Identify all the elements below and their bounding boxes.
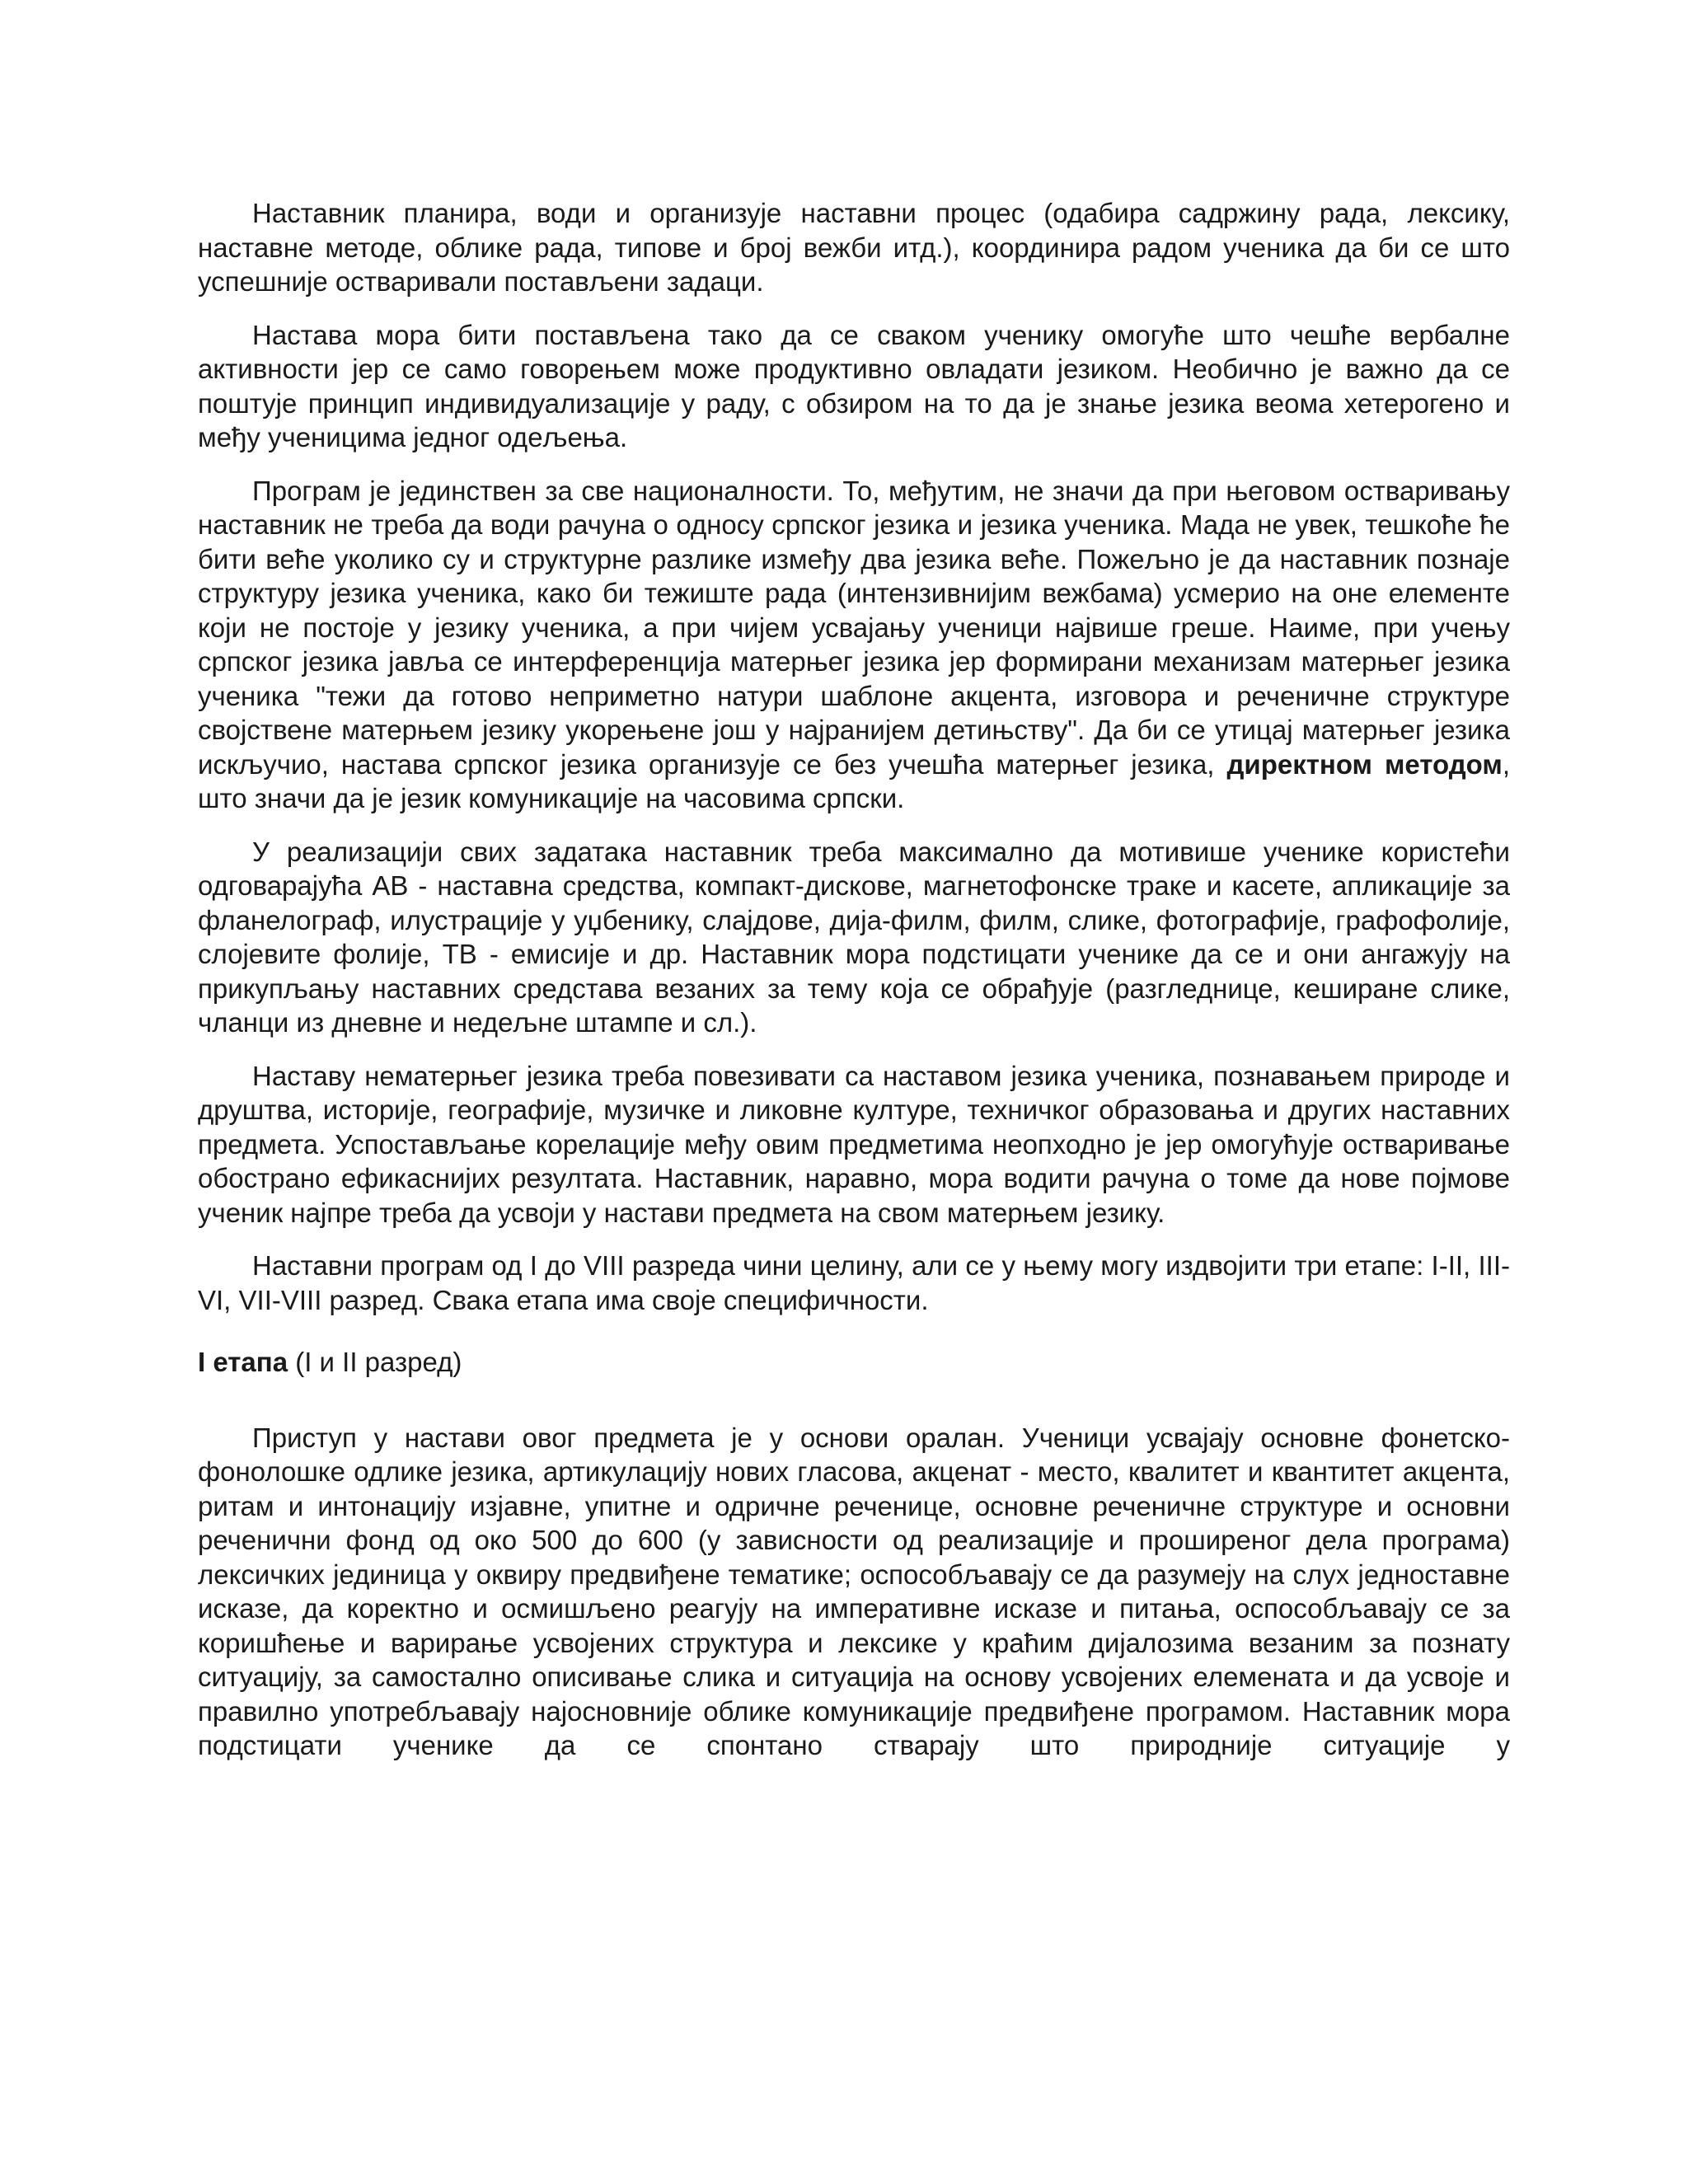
paragraph-verbal-activity [198,318,1510,455]
bold-direct-method: директном методом [1226,748,1503,780]
heading-bold: I етапа [198,1347,288,1377]
paragraph-text: , што значи да је језик комуникације на часовима српски. [198,748,1510,813]
paragraph-oral-approach [198,1421,1510,1763]
paragraph-text: Наставни програм од I до VIII разреда чини целину, али се у њему могу издвојити три етапе: I-II, III-VI, VII-VIII разред. Свака етапа има своје специфичности. [198,1250,1510,1315]
paragraph-correlation [198,1059,1510,1230]
paragraph-text: Наставу нематерњег језика треба повезивати са наставом језика ученика, познавањем природе и друштва, историје, географије, музичке и ликовне културе, техничког образовања и других наставних предмета. Успостављање корелације међу овим предметима неопходно је јер омогућује остваривање обострано ефикаснијих резултата. Наставник, наравно, мора водити рачуна о томе да нове појмове ученик најпре треба да усвоји у настави предмета на свом матерњем језику. [198,1060,1510,1228]
paragraph-program-stages [198,1249,1510,1317]
paragraph-text: Програм је јединствен за све националности. То, међутим, не значи да при његовом остваривању наставник не треба да води рачуна о односу српског језика и језика ученика. Мада не увек, тешкоће ће бити веће уколико су и структурне разлике између два језика веће. Пожељно је да наставник познаје структуру језика ученика, како би тежиште рада (интензивнијим вежбама) усмерио на оне елементе који не постоје у језику ученика, а при чијем усвајању ученици највише греше. Наиме, при учењу српског језика јавља се интерференција матерњег језика јер формирани механизам матерњег језика ученика "тежи да готово неприметно натури шаблоне акцента, изговора и реченичне структуре својствене матерњем језику укорењене још у најранијем детињству". Да би се утицај матерњег језика искључио, настава српског језика организује се без учешћа матерњег језика, [198,475,1510,780]
paragraph-text: Настава мора бити постављена тако да се сваком ученику омогуће што чешће вербалне активности јер се само говорењем може продуктивно овладати језиком. Необично је важно да се поштује принцип индивидуализације у раду, с обзиром на то да је знање језика веома хетерогено и међу ученицима једног одељења. [198,319,1510,452]
paragraph-teacher-role [198,196,1510,299]
paragraph-text: Наставник планира, води и организује наставни процес (одабира садржину рада, лексику, наставне методе, облике рада, типове и број вежби итд.), координира радом ученика да би се што успешније остваривали постављени задаци. [198,198,1510,297]
heading-rest: (I и II разред) [288,1347,462,1377]
section-heading-stage-one [198,1345,1510,1380]
paragraph-av-resources [198,835,1510,1040]
document-page [198,196,1510,1763]
paragraph-text: Приступ у настави овог предмета је у основи оралан. Ученици усвајају основне фонетско-фонолошке одлике језика, артикулацију нових гласова, акценат - место, квалитет и квантитет акцента, ритам и интонацију изјавне, упитне и одричне реченице, основне реченичне структуре и основни реченични фонд од око 500 до 600 (у зависности од реализације и проширеног дела програма) лексичких јединица у оквиру предвиђене тематике; оспособљавају се да разумеју на слух једноставне исказе, да коректно и осмишљено реагују на императивне исказе и питања, оспособљавају се за коришћење и варирање усвојених структура и лексике у краћим дијалозима везаним за познату ситуацију, за самостално описивање слика и ситуација на основу усвојених елемената и да усвоје и правилно употребљавају најосновније облике комуникације предвиђене програмом. Наставник мора подстицати ученике да се спонтано стварају што природније ситуације у [198,1422,1510,1760]
paragraph-text: У реализацији свих задатака наставник треба максимално да мотивише ученике користећи одговарајућа АВ - наставна средства, компакт-дискове, магнетофонске траке и касете, апликације за фланелограф, илустрације у уџбенику, слајдове, дија-филм, филм, слике, фотографије, графофолије, слојевите фолије, ТВ - емисије и др. Наставник мора подстицати ученике да се и они ангажују на прикупљању наставних средстава везаних за тему која се обрађује (разгледнице, кеширане слике, чланци из дневне и недељне штампе и сл.). [198,836,1510,1038]
paragraph-program-nationalities [198,474,1510,816]
